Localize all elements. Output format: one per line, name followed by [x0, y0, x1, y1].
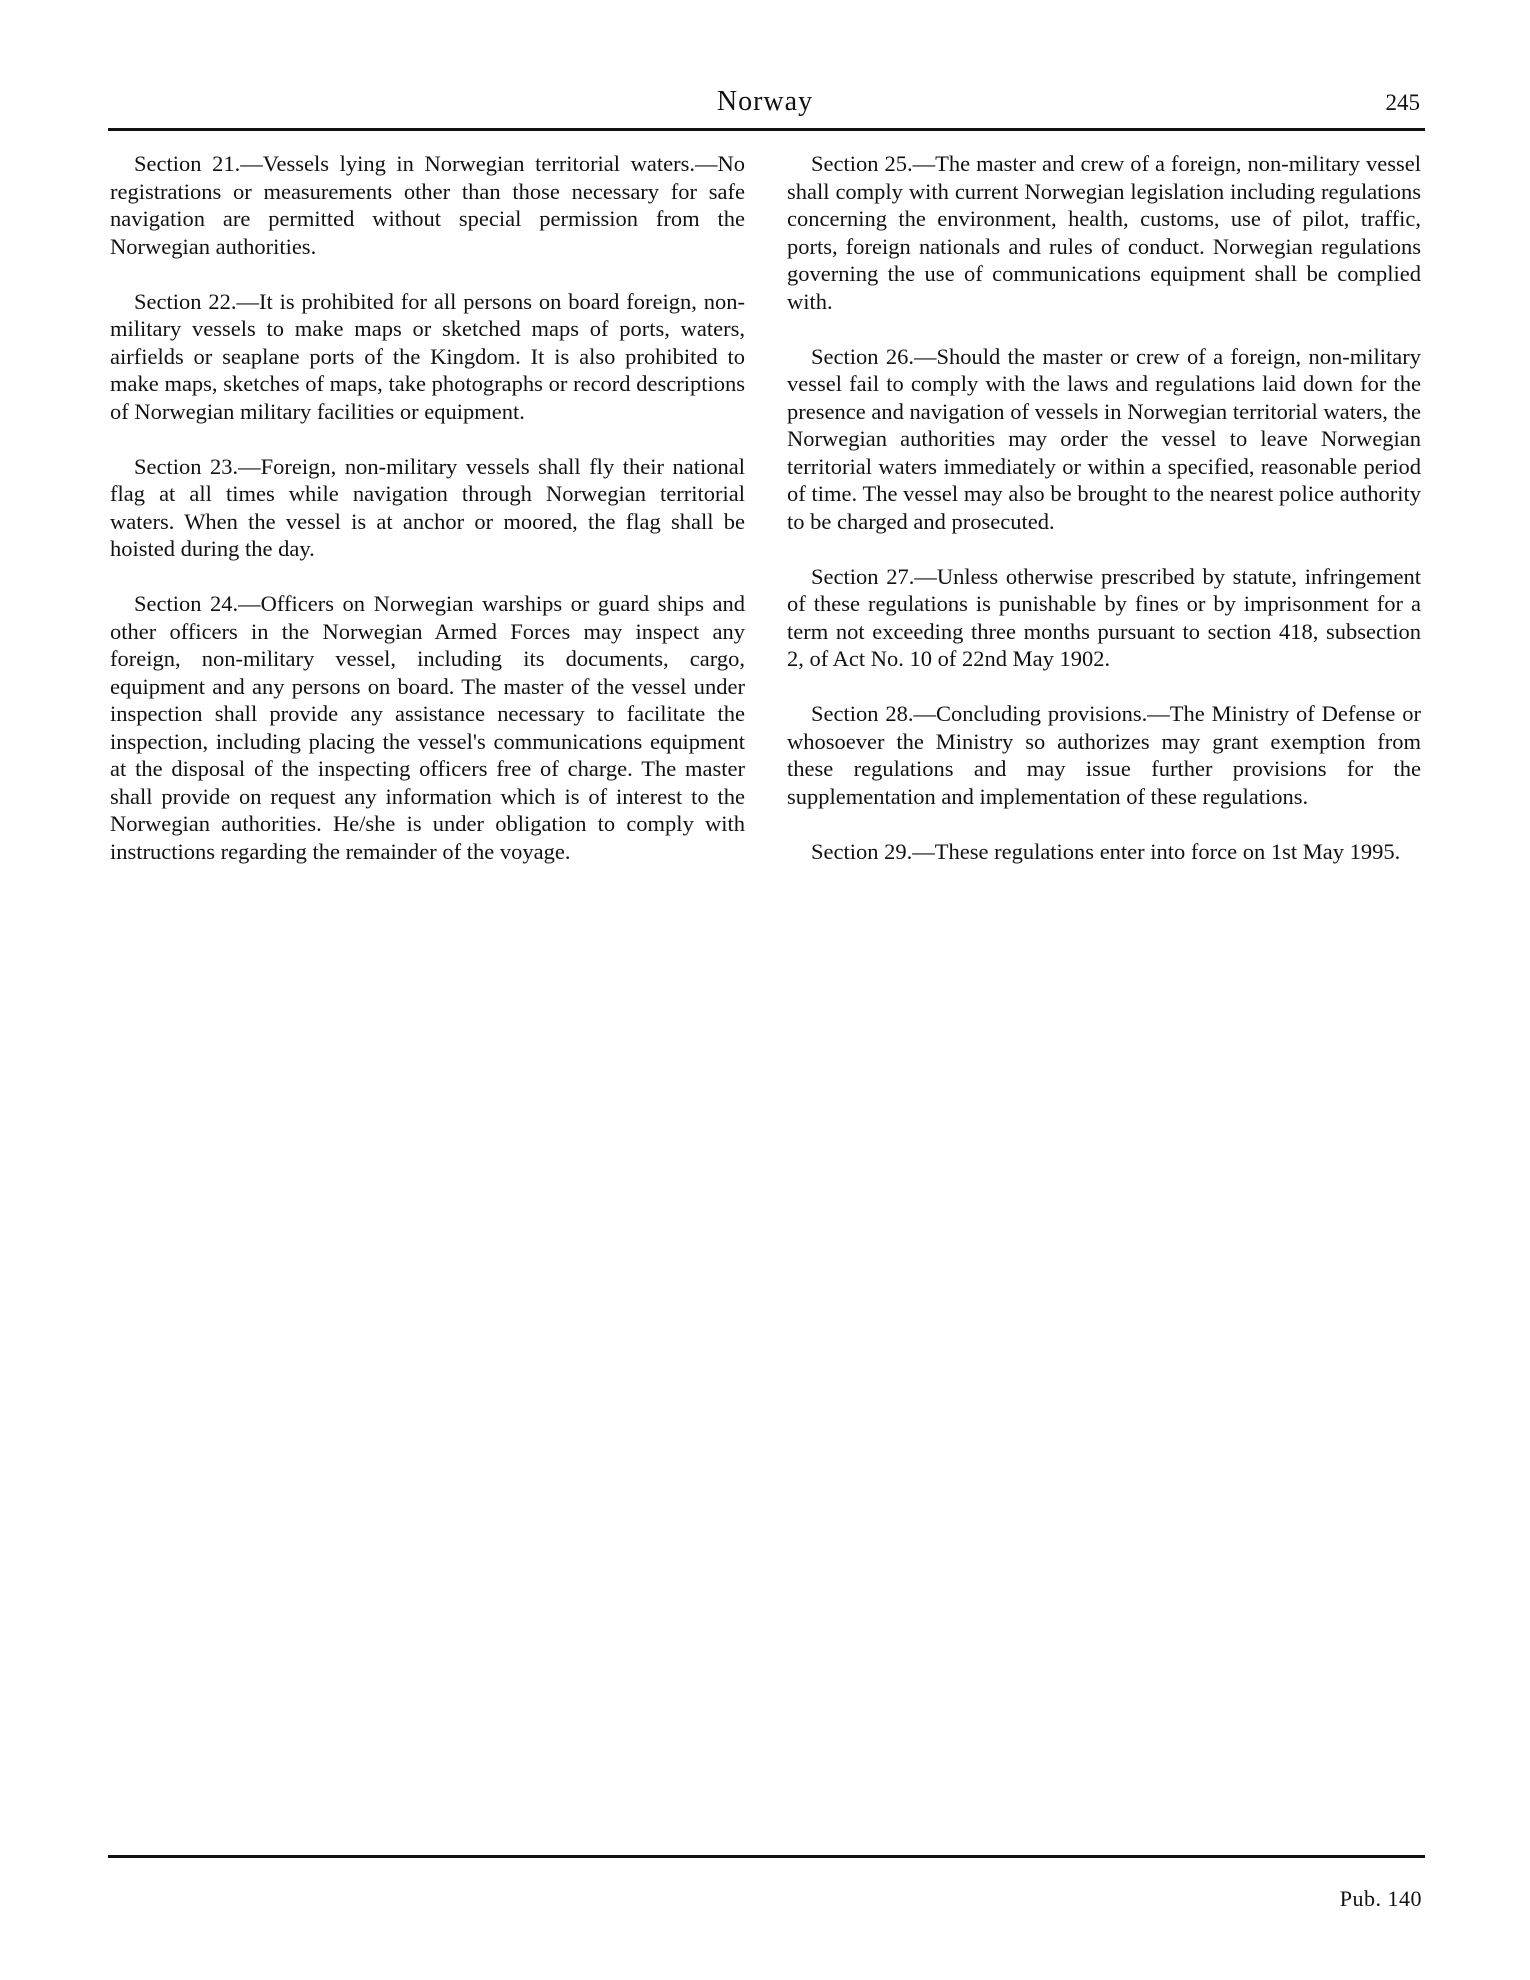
section-29-paragraph: Section 29.—These regulations enter into force on 1st May 1995. [811, 838, 1401, 864]
section-21-paragraph: Section 21.—Vessels lying in Norwegian territorial waters.—No registrations or measurements other than those necessary for safe navigation are permitted without special permission from the Norwegian authorities. [110, 151, 745, 259]
section-24-paragraph: Section 24.—Officers on Norwegian warships or guard ships and other officers in the Norwegian Armed Forces may inspect any foreign, non-military vessel, including its documents, cargo, equipment and any persons on board. The master of the vessel under inspection shall provide any assistance necessary to facilitate the inspection, including placing the vessel's communications equipment at the disposal of the inspecting officers free of charge. The master shall provide on request any information which is of interest to the Norwegian authorities. He/she is under obligation to comply with instructions regarding the remainder of the voyage. [110, 591, 745, 864]
section-25-paragraph: Section 25.—The master and crew of a foreign, non-military vessel shall comply with current Norwegian legislation including regulations concerning the environment, health, customs, use of pilot, traffic, ports, foreign nationals and rules of conduct. Norwegian regulations governing the use of communications equipment shall be complied with. [787, 151, 1421, 314]
section-27-paragraph: Section 27.—Unless otherwise prescribed by statute, infringement of these regulations is punishable by fines or by imprisonment for a term not exceeding three months pursuant to section 418, subsection 2, of Act No. 10 of 22nd May 1902. [787, 563, 1421, 671]
section-22-paragraph: Section 22.—It is prohibited for all persons on board foreign, non-military vessels to make maps or sketched maps of ports, waters, airfields or seaplane ports of the Kingdom. It is also prohibited to make maps, sketches of maps, take photographs or record descriptions of Norwegian military facilities or equipment. [110, 288, 745, 424]
footer-rule [108, 1855, 1425, 1858]
left-column [110, 150, 745, 893]
right-column [787, 150, 1421, 893]
section-28-paragraph: Section 28.—Concluding provisions.—The Ministry of Defense or whosoever the Ministry so authorizes may grant exemption from these regulations and may issue further provisions for the supplementation and implementation of these regulations. [787, 701, 1421, 809]
page-number: 245 [1385, 90, 1420, 115]
page-title: Norway [716, 86, 814, 117]
section-26-paragraph: Section 26.—Should the master or crew of a foreign, non-military vessel fail to comply with the laws and regulations laid down for the presence and navigation of vessels in Norwegian territorial waters, the Norwegian authorities may order the vessel to leave Norwegian territorial waters immediately or within a specified, reasonable period of time. The vessel may also be brought to the nearest police authority to be charged and prosecuted. [787, 343, 1421, 534]
section-23-paragraph: Section 23.—Foreign, non-military vessels shall fly their national flag at all times while navigation through Norwegian territorial waters. When the vessel is at anchor or moored, the flag shall be hoisted during the day. [110, 453, 745, 561]
header-rule [108, 128, 1425, 131]
publication-label: Pub. 140 [1339, 1886, 1422, 1911]
